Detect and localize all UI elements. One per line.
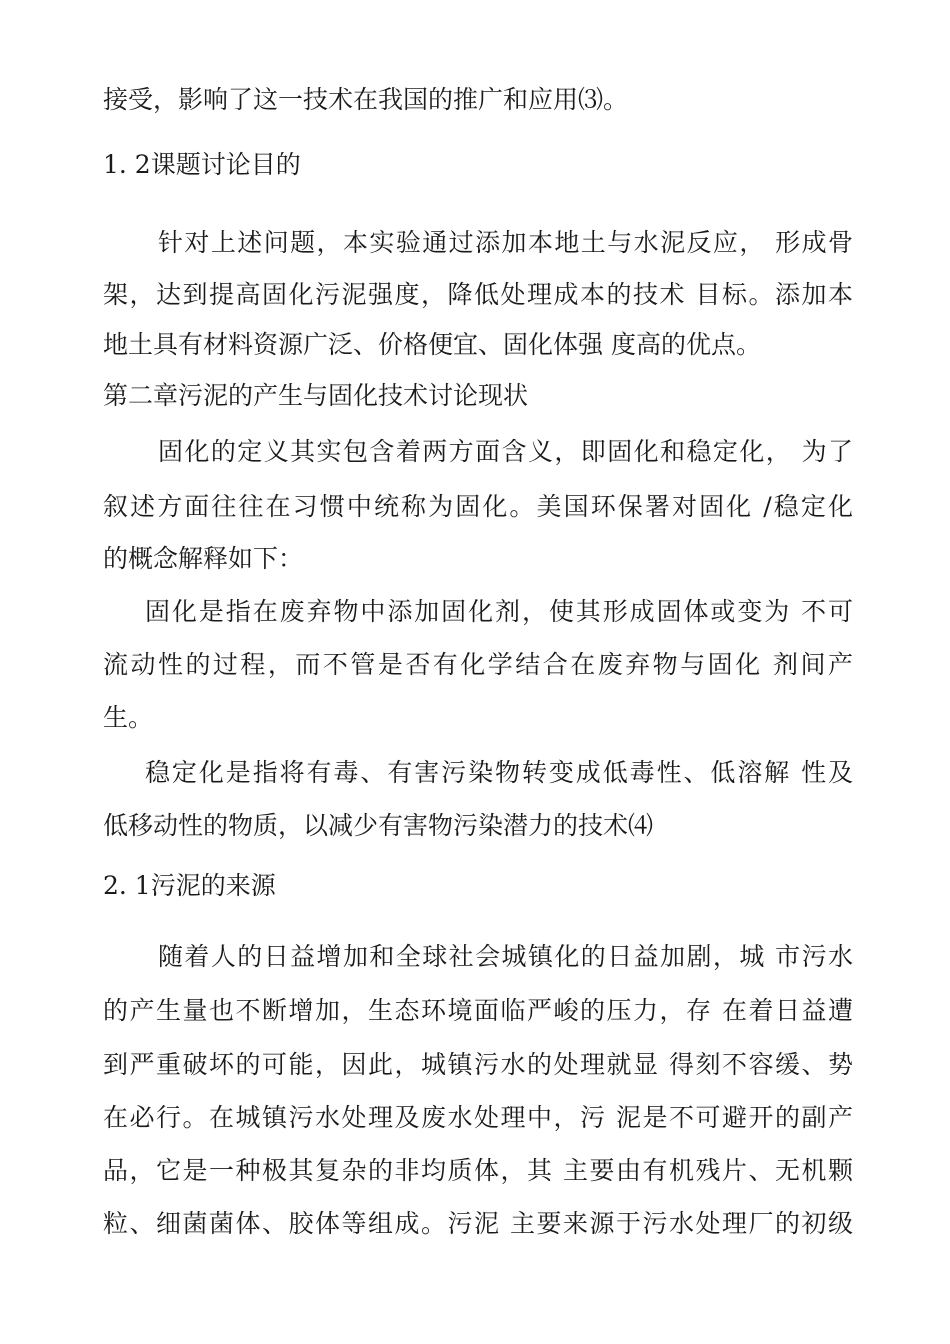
paragraph-line: 固化的定义其实包含着两方面含义，即固化和稳定化， 为了 (158, 437, 853, 466)
section-heading-1-2: 1. 2课题讨论目的 (103, 150, 301, 179)
paragraph-line: 低移动性的物质，以减少有害物污染潜力的技术⑷ (103, 811, 654, 840)
paragraph-line: 接受，影响了这一技术在我国的推广和应用⑶。 (103, 85, 629, 114)
paragraph-line: 粒、细菌菌体、胶体等组成。污泥 主要来源于污水处理厂的初级 (103, 1209, 853, 1238)
paragraph-line: 到严重破坏的可能，因此，城镇污水的处理就显 得刻不容缓、势 (103, 1050, 853, 1079)
paragraph-line: 随着人的日益增加和全球社会城镇化的日益加剧，城 市污水 (158, 942, 853, 971)
paragraph-line: 固化是指在废弃物中添加固化剂，使其形成固体或变为 不可 (145, 597, 853, 626)
paragraph-line: 地土具有材料资源广泛、价格便宜、固化体强 度高的优点。 (103, 330, 761, 359)
paragraph-line: 针对上述问题，本实验通过添加本地土与水泥反应， 形成骨 (158, 228, 853, 257)
paragraph-line: 稳定化是指将有毒、有害污染物转变成低毒性、低溶解 性及 (145, 758, 853, 787)
paragraph-line: 架，达到提高固化污泥强度，降低处理成本的技术 目标。添加本 (103, 280, 853, 309)
chapter-heading-2: 第二章污泥的产生与固化技术讨论现状 (103, 381, 529, 410)
section-heading-2-1: 2. 1污泥的来源 (103, 871, 276, 900)
paragraph-line: 流动性的过程，而不管是否有化学结合在废弃物与固化 剂间产 (103, 650, 853, 679)
paragraph-line: 叙述方面往往在习惯中统称为固化。美国环保署对固化 /稳定化 (103, 492, 853, 521)
paragraph-line: 的概念解释如下： (103, 544, 304, 573)
paragraph-line: 的产生量也不断增加，生态环境面临严峻的压力，存 在着日益遭 (103, 996, 853, 1025)
paragraph-line: 品，它是一种极其复杂的非均质体，其 主要由有机残片、无机颗 (103, 1156, 853, 1185)
paragraph-line: 生。 (103, 703, 154, 732)
paragraph-line: 在必行。在城镇污水处理及废水处理中，污 泥是不可避开的副产 (103, 1103, 853, 1132)
